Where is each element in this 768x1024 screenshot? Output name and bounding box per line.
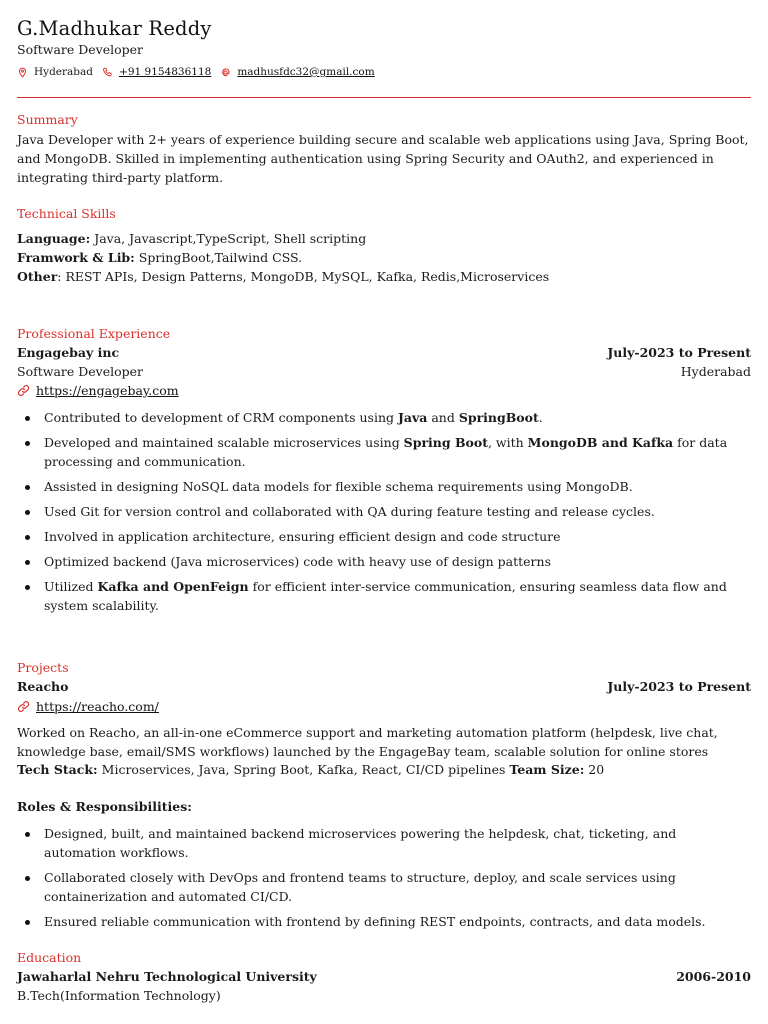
bullet-item (17, 552, 751, 571)
link-icon (17, 384, 30, 397)
bullet-item (17, 824, 751, 862)
contact-email (220, 66, 374, 78)
email-link[interactable]: madhusfdc32@gmail.com (237, 66, 375, 78)
candidate-title: Software Developer (17, 42, 144, 57)
company-url-link[interactable]: https://engagebay.com (36, 383, 179, 398)
education-heading: Education (17, 950, 82, 965)
summary-heading: Summary (17, 112, 78, 127)
skill-framework-value: SpringBoot,Tailwind CSS. (134, 250, 303, 265)
at-sign-icon (220, 67, 231, 78)
experience-role: Software Developer (17, 364, 144, 379)
education-row (17, 969, 751, 984)
skill-other (17, 269, 751, 284)
link-icon (17, 700, 30, 713)
bullet-text: SpringBoot (458, 410, 539, 425)
bullet-text: Developed and maintained scalable microservices using (44, 435, 404, 450)
project-link-row (17, 699, 159, 714)
location-pin-icon (17, 67, 28, 78)
skills-heading: Technical Skills (17, 206, 116, 221)
skill-language-label: Language: (17, 231, 91, 246)
tech-stack-label: Tech Stack: (17, 762, 98, 777)
team-size-label: Team Size: (509, 762, 585, 777)
project-description: Worked on Reacho, an all-in-one eCommerce support and marketing automation platform (helpdesk, live chat, knowledge base, email/SMS workflows) launched by the EngageBay team, scalable solution for online stores (17, 725, 718, 759)
bullet-item (17, 912, 751, 931)
bullet-text: MongoDB and Kafka (527, 435, 674, 450)
experience-bullets (17, 408, 751, 621)
bullet-item (17, 502, 751, 521)
skill-other-label: Other (17, 269, 58, 284)
bullet-text: for data processing and communication. (44, 435, 728, 469)
skill-other-value: : REST APIs, Design Patterns, MongoDB, MySQL, Kafka, Redis,Microservices (57, 269, 550, 284)
summary-text: Java Developer with 2+ years of experience building secure and scalable web applications using Java, Spring Boot, and MongoDB. Skilled in implementing authentication using Spring Security and OAuth2, and experienced in integrating third-party platform. (17, 132, 749, 185)
experience-heading: Professional Experience (17, 326, 171, 341)
project-dates: July-2023 to Present (607, 679, 751, 694)
bullet-text: Collaborated closely with DevOps and frontend teams to structure, deploy, and scale services using containerization and automated CI/CD. (44, 870, 676, 904)
experience-company-row (17, 345, 751, 360)
bullet-text: for efficient inter-service communication, ensuring seamless data flow and system scalability. (44, 579, 727, 613)
bullet-text: and (427, 410, 459, 425)
header-divider (17, 97, 751, 98)
bullet-text: Utilized (44, 579, 98, 594)
bullet-text: Contributed to development of CRM components using (44, 410, 398, 425)
phone-icon (102, 67, 113, 78)
bullet-text: Java (397, 410, 428, 425)
contact-location (17, 66, 93, 78)
bullet-text: Spring Boot (403, 435, 488, 450)
bullet-text: Optimized backend (Java microservices) code with heavy use of design patterns (44, 554, 552, 569)
bullet-item (17, 433, 751, 471)
roles-heading: Roles & Responsibilities: (17, 799, 192, 814)
project-title-row (17, 679, 751, 694)
team-size-value: 20 (584, 762, 605, 777)
skill-language-value: Java, Javascript,TypeScript, Shell scripting (90, 231, 367, 246)
education-years: 2006-2010 (676, 969, 751, 984)
bullet-text: , with (487, 435, 528, 450)
skill-language (17, 231, 751, 246)
contact-line (17, 66, 384, 78)
bullet-item (17, 577, 751, 615)
company-name: Engagebay inc (17, 345, 120, 360)
candidate-name: G.Madhukar Reddy (17, 17, 212, 40)
skill-framework (17, 250, 751, 265)
bullet-item (17, 868, 751, 906)
project-tech-line (17, 762, 751, 777)
project-url-link[interactable]: https://reacho.com/ (36, 699, 159, 714)
bullet-text: Assisted in designing NoSQL data models for flexible schema requirements using MongoDB. (44, 479, 633, 494)
phone-link[interactable]: +91 9154836118 (119, 66, 212, 78)
bullet-item (17, 408, 751, 427)
location-text: Hyderabad (34, 66, 94, 78)
contact-phone (102, 66, 211, 78)
tech-stack-value: Microservices, Java, Spring Boot, Kafka, React, CI/CD pipelines (97, 762, 510, 777)
bullet-item (17, 527, 751, 546)
project-bullets (17, 824, 751, 937)
experience-dates: July-2023 to Present (607, 345, 751, 360)
bullet-text: . (538, 410, 543, 425)
projects-heading: Projects (17, 660, 69, 675)
bullet-item (17, 477, 751, 496)
bullet-text: Ensured reliable communication with frontend by defining REST endpoints, contracts, and data models. (44, 914, 706, 929)
degree: B.Tech(Information Technology) (17, 988, 221, 1003)
skill-framework-label: Framwork & Lib: (17, 250, 135, 265)
bullet-text: Used Git for version control and collaborated with QA during feature testing and release cycles. (44, 504, 655, 519)
institution-name: Jawaharlal Nehru Technological University (17, 969, 317, 984)
bullet-text: Kafka and OpenFeign (97, 579, 249, 594)
bullet-text: Designed, built, and maintained backend microservices powering the helpdesk, chat, ticketing, and automation workflows. (44, 826, 677, 860)
project-name: Reacho (17, 679, 69, 694)
bullet-text: Involved in application architecture, ensuring efficient design and code structure (44, 529, 561, 544)
experience-location: Hyderabad (680, 364, 751, 379)
company-link-row (17, 383, 179, 398)
experience-role-row (17, 364, 751, 379)
